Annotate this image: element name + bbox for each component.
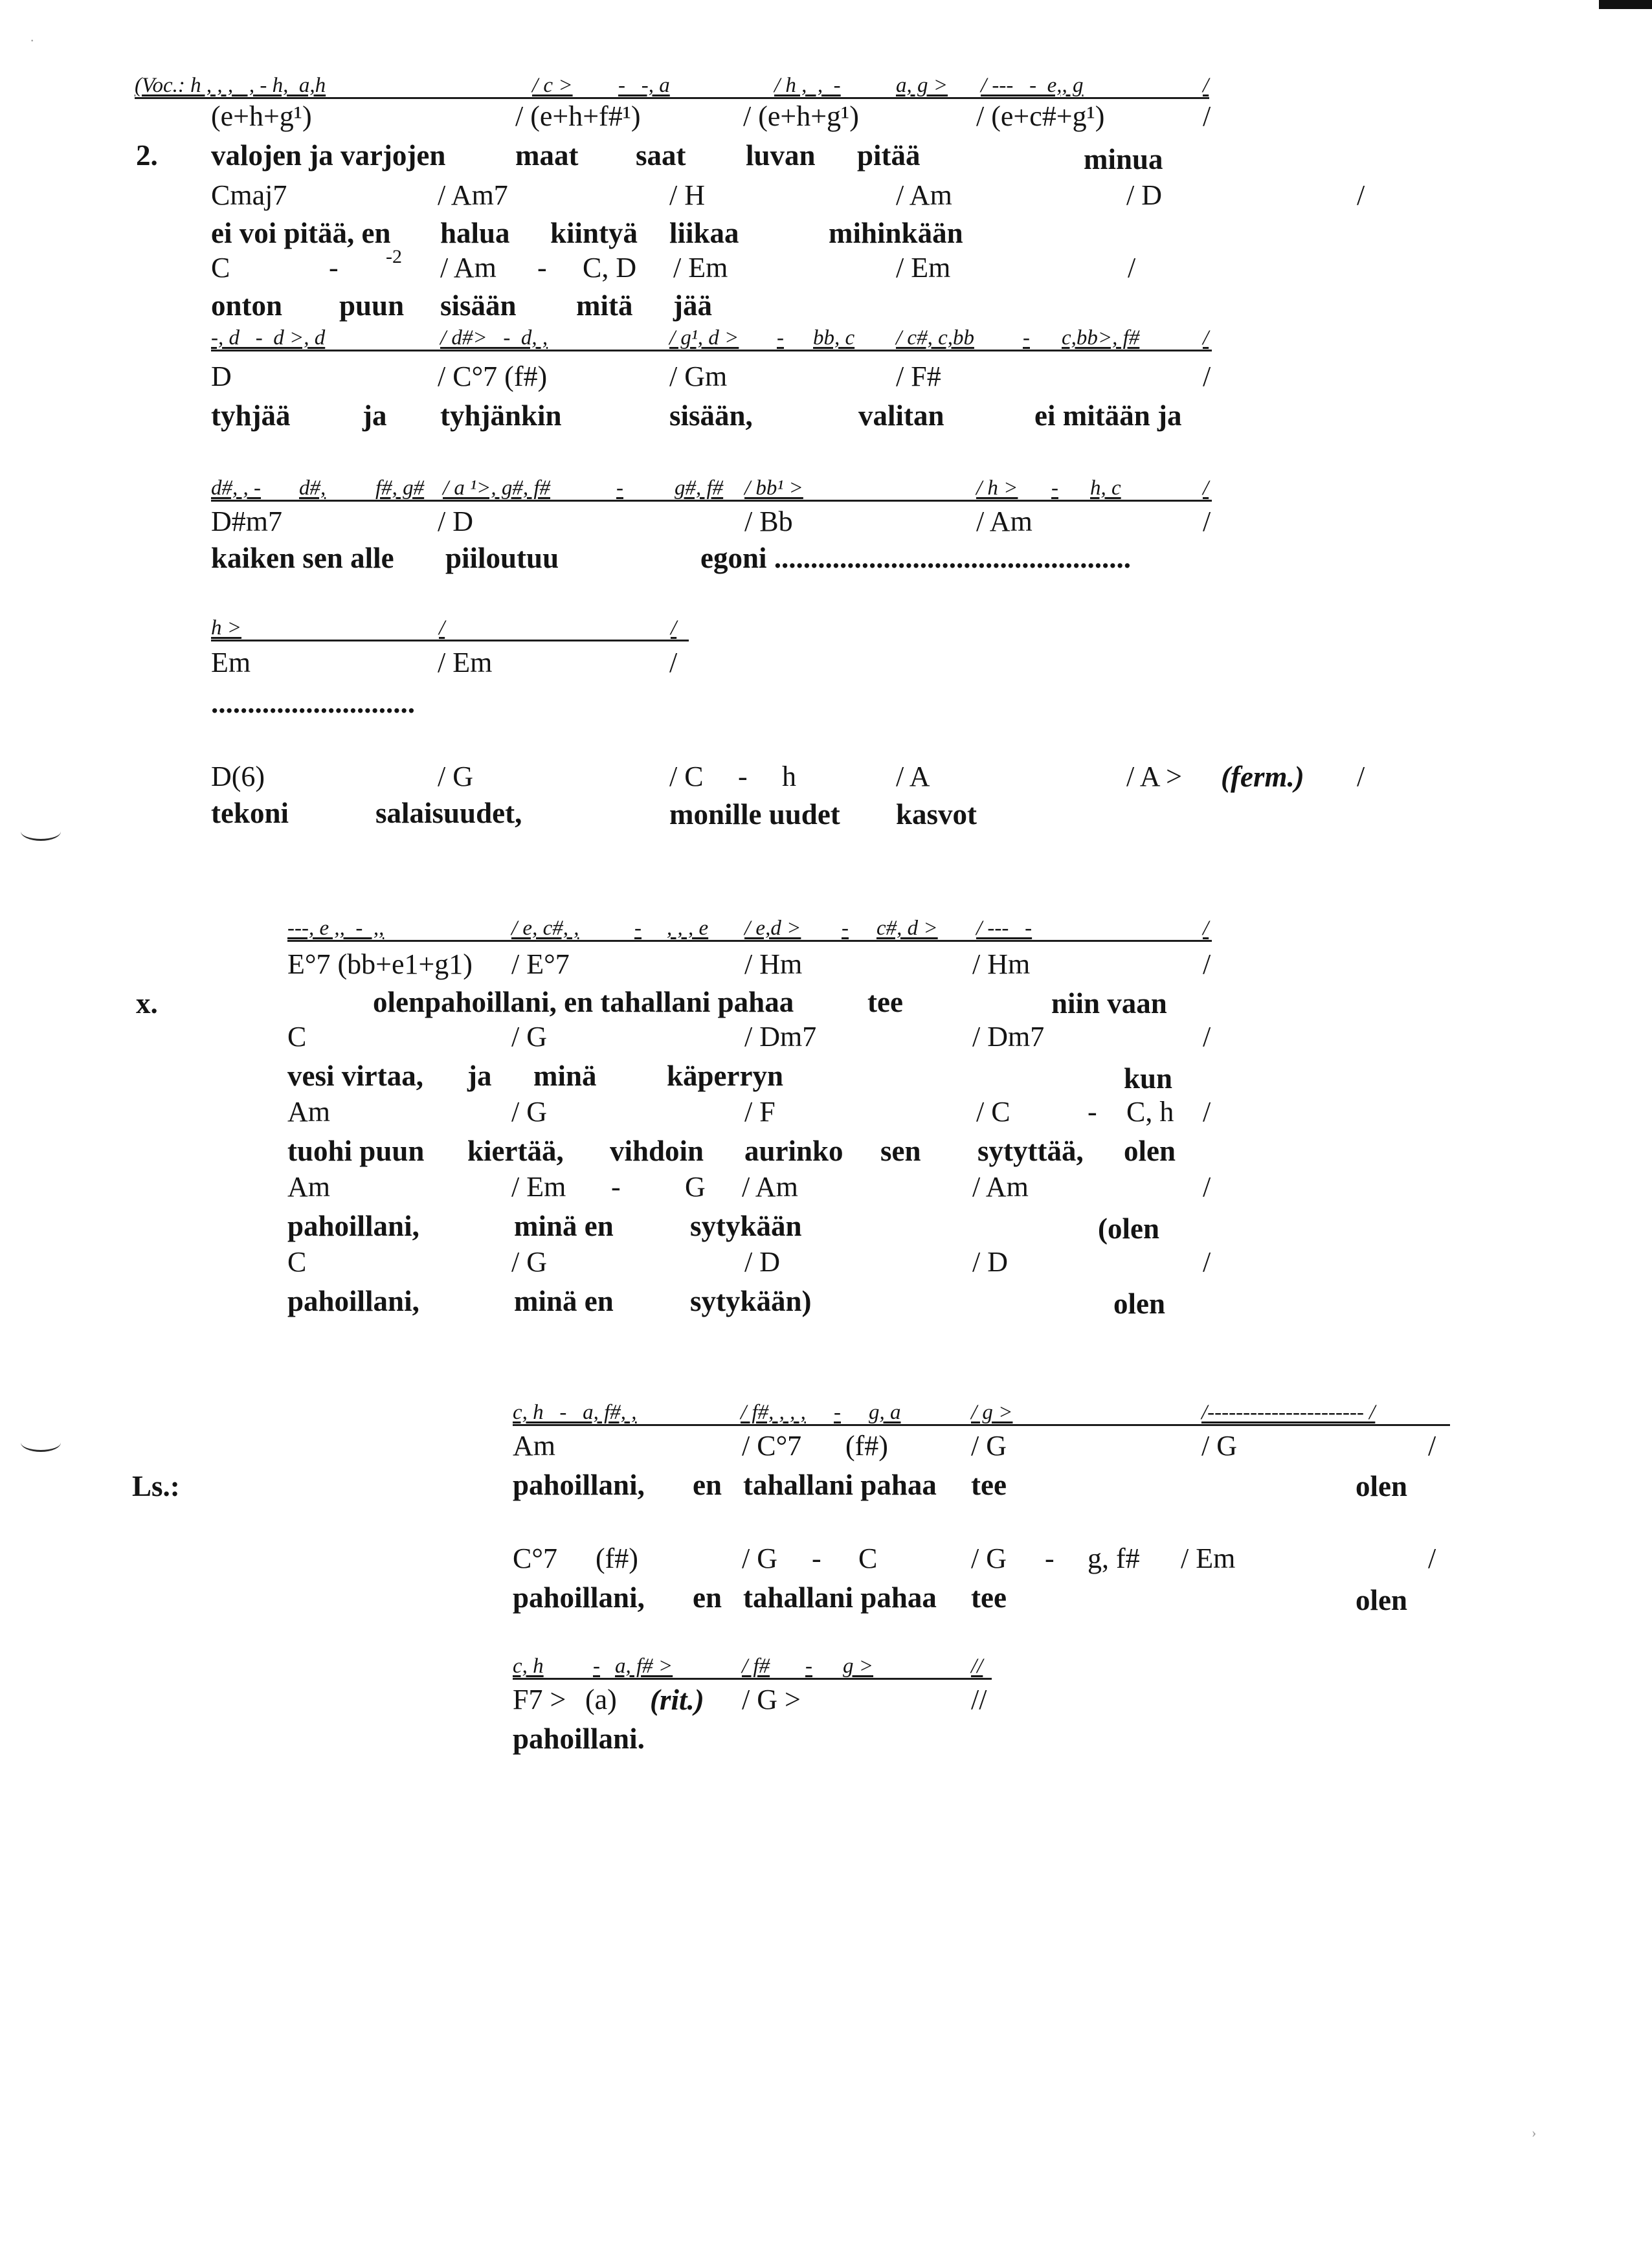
lyric: pahoillani, bbox=[287, 1210, 419, 1242]
lyric: valojen ja varjojen bbox=[211, 139, 446, 172]
chord: / D bbox=[972, 1246, 1008, 1278]
lyric: luvan bbox=[746, 139, 816, 172]
vocal-melody: / a ¹>, g#, f# bbox=[443, 476, 550, 500]
lyric: saat bbox=[636, 139, 686, 172]
chord: - bbox=[812, 1543, 821, 1574]
vocal-melody: - bbox=[805, 1655, 812, 1678]
chord: Am bbox=[513, 1430, 555, 1462]
chord: Cmaj7 bbox=[211, 179, 287, 211]
chord: / bbox=[1428, 1430, 1436, 1462]
vocal-melody: -, d - d >, d bbox=[211, 326, 326, 350]
lyric: pahoillani, bbox=[513, 1581, 645, 1614]
lyric: (olen bbox=[1098, 1212, 1159, 1245]
vocal-melody: / h , , - bbox=[774, 74, 841, 97]
chord: / Am bbox=[896, 179, 952, 211]
vocal-melody: / e,d > bbox=[744, 917, 801, 940]
lyric: olen bbox=[373, 986, 425, 1018]
lyric: pahoillani, bbox=[513, 1469, 645, 1501]
vocal-melody: /---------------------- / bbox=[1201, 1401, 1376, 1424]
lyric: ei voi pitää, en bbox=[211, 217, 391, 249]
vocal-melody: g#, f# bbox=[675, 476, 724, 500]
chord: / Dm7 bbox=[972, 1021, 1045, 1053]
vocal-melody: / --- - e,, g bbox=[981, 74, 1084, 97]
lyric: egoni ................................................. bbox=[700, 542, 1132, 574]
lyric: kaiken sen alle bbox=[211, 542, 394, 574]
vocal-melody: / bbox=[1203, 917, 1209, 940]
chord: h bbox=[782, 761, 796, 792]
chord: D#m7 bbox=[211, 506, 282, 537]
vocal-melody: - bbox=[777, 326, 784, 350]
lyric: pahoillani, bbox=[287, 1285, 419, 1317]
chord: / Am bbox=[440, 252, 497, 284]
chord: - bbox=[1045, 1543, 1055, 1574]
lyric: ei mitään ja bbox=[1034, 399, 1182, 432]
chord: C bbox=[287, 1246, 307, 1278]
chord: G bbox=[685, 1171, 706, 1203]
lyric: minua bbox=[1084, 143, 1163, 175]
chord: F7 > bbox=[513, 1684, 566, 1715]
chord: / G bbox=[511, 1246, 547, 1278]
chord: / bbox=[1203, 100, 1211, 132]
chord: / G bbox=[511, 1096, 547, 1128]
scan-speck: › bbox=[1532, 2124, 1537, 2141]
chord: / bbox=[1203, 1096, 1211, 1128]
chord: / bbox=[1203, 948, 1211, 980]
chord: / C°7 (f#) bbox=[438, 361, 548, 392]
vocal-melody: - bbox=[634, 917, 642, 940]
vocal-melody: g, a bbox=[869, 1401, 901, 1424]
vocal-melody: bb, c bbox=[813, 326, 855, 350]
staff-rule bbox=[211, 350, 1212, 351]
lyric: mitä bbox=[576, 289, 633, 322]
chord: D bbox=[211, 361, 232, 392]
chord: / Em bbox=[511, 1171, 566, 1203]
chord: / F bbox=[744, 1096, 776, 1128]
vocal-melody: // bbox=[971, 1655, 983, 1678]
lyric: tee bbox=[867, 986, 903, 1018]
lyric: minä en bbox=[514, 1285, 614, 1317]
lyric: tyhjää bbox=[211, 399, 291, 432]
chord: / D bbox=[438, 506, 473, 537]
vocal-melody: d#, , - bbox=[211, 476, 261, 500]
chord: / bbox=[1357, 761, 1365, 792]
vocal-melody: / e, c#, , bbox=[511, 917, 579, 940]
vocal-melody: / bbox=[439, 616, 445, 640]
chord: / Hm bbox=[744, 948, 803, 980]
margin-arc-mark bbox=[21, 822, 61, 841]
chord: / G bbox=[742, 1543, 777, 1574]
chord: / A > bbox=[1126, 761, 1182, 792]
lyric: olen bbox=[1356, 1584, 1408, 1616]
vocal-melody: / c > bbox=[532, 74, 573, 97]
chord: C, D bbox=[583, 252, 637, 284]
vocal-melody: d#, bbox=[299, 476, 326, 500]
vocal-melody: / d#> - d, , bbox=[440, 326, 548, 350]
verse-number: x. bbox=[136, 987, 158, 1020]
staff-rule bbox=[211, 640, 689, 641]
staff-rule bbox=[211, 500, 1212, 502]
lyric: sen bbox=[880, 1135, 921, 1167]
lyric: en bbox=[693, 1581, 722, 1614]
lyric: en bbox=[693, 1469, 722, 1501]
vocal-melody: - -, a bbox=[618, 74, 670, 97]
chord: / bbox=[1203, 506, 1211, 537]
lyric: kasvot bbox=[896, 798, 977, 831]
lyric: kiertää, bbox=[467, 1135, 564, 1167]
chord: / A bbox=[896, 761, 930, 792]
chord: E°7 (bb+e1+g1) bbox=[287, 948, 473, 980]
vocal-melody: / bb¹ > bbox=[744, 476, 803, 500]
vocal-melody: , , , e bbox=[667, 917, 709, 940]
vocal-melody: / g¹, d > bbox=[669, 326, 739, 350]
lyric: halua bbox=[440, 217, 510, 249]
chord: - bbox=[611, 1171, 621, 1203]
chord: C bbox=[858, 1543, 878, 1574]
ritardando-mark: (rit.) bbox=[650, 1684, 704, 1716]
staff-rule bbox=[287, 940, 1212, 942]
chord: (a) bbox=[585, 1684, 617, 1715]
staff-rule bbox=[135, 97, 1209, 99]
vocal-melody: - bbox=[842, 917, 849, 940]
chord: / G bbox=[511, 1021, 547, 1053]
vocal-melody: h > bbox=[211, 616, 242, 640]
verse-number: 2. bbox=[136, 139, 158, 172]
lyric: sytykään bbox=[690, 1210, 802, 1242]
vocal-melody: c,bb>, f# bbox=[1062, 326, 1140, 350]
chord: / bbox=[1203, 1246, 1211, 1278]
lyric: kun bbox=[1124, 1062, 1173, 1095]
chord: / D bbox=[744, 1246, 780, 1278]
chord: / C°7 bbox=[742, 1430, 802, 1462]
lyric: liikaa bbox=[669, 217, 739, 249]
margin-arc-mark bbox=[21, 1433, 61, 1452]
lyric: käperryn bbox=[667, 1060, 783, 1092]
chord: / bbox=[1357, 179, 1365, 211]
chord: C bbox=[287, 1021, 307, 1053]
staff-rule bbox=[513, 1678, 992, 1680]
vocal-melody: - bbox=[1023, 326, 1030, 350]
chord: / (e+h+f#¹) bbox=[515, 100, 641, 132]
chord: / Am bbox=[742, 1171, 798, 1203]
chord: g, f# bbox=[1088, 1543, 1140, 1574]
lyric: sytyttää, bbox=[977, 1135, 1084, 1167]
lyric: tahallani pahaa bbox=[743, 1581, 937, 1614]
vocal-melody: / bbox=[1203, 74, 1209, 97]
chord: / G bbox=[971, 1543, 1007, 1574]
chord: / F# bbox=[896, 361, 941, 392]
chord: / Am7 bbox=[438, 179, 508, 211]
chord: / Am bbox=[976, 506, 1032, 537]
chord: / Em bbox=[1181, 1543, 1236, 1574]
chord: / G bbox=[438, 761, 473, 792]
vocal-melody: - bbox=[616, 476, 623, 500]
vocal-melody: c, h - a, f#, , bbox=[513, 1401, 637, 1424]
chord: / bbox=[1203, 1021, 1211, 1053]
chord: - bbox=[537, 252, 547, 284]
lyric: kiintyä bbox=[550, 217, 638, 249]
chord: (f#) bbox=[845, 1430, 888, 1462]
chord: / G bbox=[971, 1430, 1007, 1462]
chord: / Em bbox=[438, 647, 493, 678]
vocal-melody: a, g > bbox=[896, 74, 948, 97]
chord: / bbox=[1128, 252, 1136, 284]
chord: / (e+h+g¹) bbox=[743, 100, 859, 132]
chord: / C bbox=[976, 1096, 1010, 1128]
chord: / G > bbox=[742, 1684, 801, 1715]
lyric: ja bbox=[363, 399, 387, 432]
vocal-melody: / bbox=[1203, 476, 1209, 500]
lyric: tee bbox=[971, 1581, 1007, 1614]
vocal-melody: a, f# > bbox=[615, 1655, 673, 1678]
lyric: tuohi puun bbox=[287, 1135, 425, 1167]
chord: - bbox=[1088, 1096, 1097, 1128]
lyric: sisään, bbox=[669, 399, 753, 432]
lyric: pahoillani. bbox=[513, 1722, 645, 1755]
chord: Em bbox=[211, 647, 251, 678]
chord: / Am bbox=[972, 1171, 1029, 1203]
page-corner-mark bbox=[1599, 0, 1652, 9]
lyric: vesi virtaa, bbox=[287, 1060, 423, 1092]
vocal-melody: ---, e ,, - ,, bbox=[287, 917, 385, 940]
staff-rule bbox=[513, 1424, 1450, 1426]
chord: - bbox=[329, 252, 339, 284]
lyric: valitan bbox=[858, 399, 944, 432]
chord: / D bbox=[1126, 179, 1162, 211]
vocal-melody: (Voc.: h , , , , - h, a,h bbox=[135, 74, 326, 97]
chord: - bbox=[738, 761, 748, 792]
chord: C, h bbox=[1126, 1096, 1174, 1128]
chord: / (e+c#+g¹) bbox=[976, 100, 1105, 132]
vocal-melody: c, h bbox=[513, 1655, 544, 1678]
lyric: salaisuudet, bbox=[375, 797, 522, 829]
lyric: minä bbox=[533, 1060, 597, 1092]
chord: Am bbox=[287, 1096, 330, 1128]
vocal-melody: / --- - bbox=[976, 917, 1032, 940]
chord: / G bbox=[1201, 1430, 1237, 1462]
chord: (f#) bbox=[596, 1543, 638, 1574]
chord: // bbox=[971, 1684, 987, 1715]
lyric: niin vaan bbox=[1051, 987, 1167, 1020]
lyric: tahallani pahaa bbox=[743, 1469, 937, 1501]
chord: / bbox=[669, 647, 678, 678]
chord: C bbox=[211, 252, 230, 284]
lyric: pitää bbox=[857, 139, 921, 172]
lyric: monille uudet bbox=[669, 798, 840, 831]
vocal-melody: / g > bbox=[971, 1401, 1013, 1424]
lyric: vihdoin bbox=[610, 1135, 704, 1167]
chord: / C bbox=[669, 761, 704, 792]
chord: / Bb bbox=[744, 506, 793, 537]
lyric: ja bbox=[467, 1060, 492, 1092]
lyric: jää bbox=[673, 289, 712, 322]
vocal-melody: / f#, , , , bbox=[741, 1401, 806, 1424]
lyric: pahoillani, en tahallani pahaa bbox=[425, 986, 794, 1018]
lyric: tekoni bbox=[211, 797, 289, 829]
lyric: olen bbox=[1124, 1135, 1176, 1167]
lyric: olen bbox=[1356, 1470, 1408, 1502]
chord: / bbox=[1428, 1543, 1436, 1574]
vocal-melody: c#, d > bbox=[876, 917, 938, 940]
lyric: onton bbox=[211, 289, 283, 322]
chord-superscript: -2 bbox=[386, 246, 402, 267]
chord: / Gm bbox=[669, 361, 728, 392]
lyric: olen bbox=[1113, 1288, 1166, 1320]
lyric: aurinko bbox=[744, 1135, 843, 1167]
vocal-melody: / bbox=[1203, 326, 1209, 350]
chord: / Em bbox=[673, 252, 728, 284]
chord: / E°7 bbox=[511, 948, 570, 980]
chord: D(6) bbox=[211, 761, 265, 792]
vocal-melody: - bbox=[834, 1401, 841, 1424]
section-label: Ls.: bbox=[132, 1470, 180, 1502]
vocal-melody: - bbox=[593, 1655, 600, 1678]
lyric: maat bbox=[515, 139, 579, 172]
lyric: tyhjänkin bbox=[440, 399, 562, 432]
lyric: sisään bbox=[440, 289, 517, 322]
vocal-melody: - bbox=[1051, 476, 1058, 500]
chord: C°7 bbox=[513, 1543, 557, 1574]
vocal-melody: f#, g# bbox=[375, 476, 425, 500]
vocal-melody: / h > bbox=[976, 476, 1018, 500]
chord: / Hm bbox=[972, 948, 1031, 980]
chord: / bbox=[1203, 1171, 1211, 1203]
lyric: puun bbox=[339, 289, 405, 322]
lyric: sytykään) bbox=[690, 1285, 812, 1317]
chord: / Em bbox=[896, 252, 951, 284]
fermata-mark: (ferm.) bbox=[1221, 761, 1304, 793]
scan-speck: · bbox=[30, 32, 35, 49]
vocal-melody: / c#, c,bb bbox=[896, 326, 974, 350]
chord: / bbox=[1203, 361, 1211, 392]
lyric: piiloutuu bbox=[445, 542, 559, 574]
vocal-melody: / f# bbox=[742, 1655, 770, 1678]
chord: (e+h+g¹) bbox=[211, 100, 312, 132]
lyric: ............................ bbox=[211, 687, 415, 719]
vocal-melody: g > bbox=[843, 1655, 874, 1678]
lyric: tee bbox=[971, 1469, 1007, 1501]
vocal-melody: h, c bbox=[1090, 476, 1121, 500]
chord: / Dm7 bbox=[744, 1021, 817, 1053]
lyric: minä en bbox=[514, 1210, 614, 1242]
vocal-melody: / bbox=[671, 616, 677, 640]
chord: / H bbox=[669, 179, 705, 211]
chord: Am bbox=[287, 1171, 330, 1203]
lyric: mihinkään bbox=[829, 217, 963, 249]
